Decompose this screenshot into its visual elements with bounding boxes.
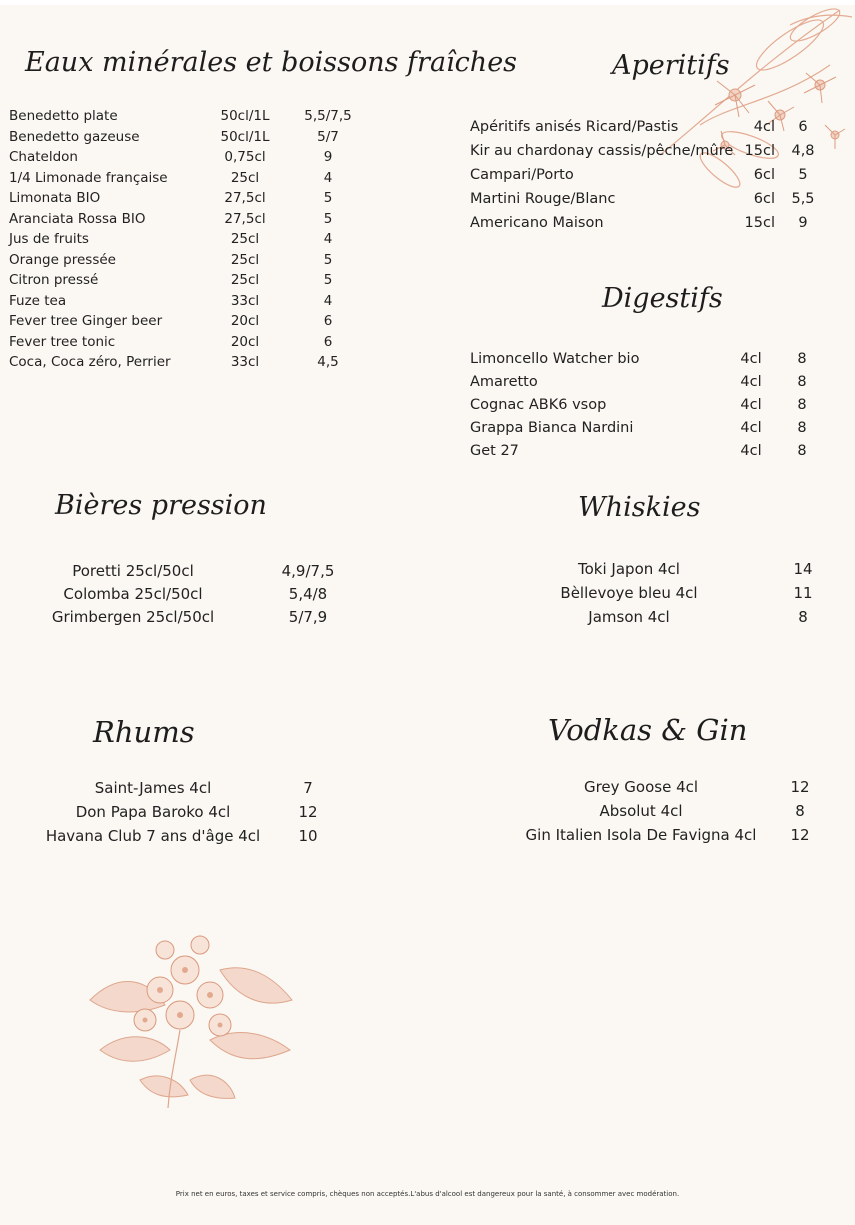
item-size: 25cl: [230, 231, 260, 247]
item-price: 8: [798, 608, 808, 626]
item-size: 25cl: [230, 272, 260, 288]
item-name: Grey Goose 4cl: [583, 778, 699, 796]
item-size: 33cl: [230, 292, 260, 309]
item-price: 8: [797, 443, 807, 459]
item-price: 12: [790, 826, 810, 844]
item-name: Kir au chardonay cassis/pêche/mûre: [470, 143, 734, 159]
item-price: 8: [797, 420, 807, 436]
item-name: Absolut 4cl: [599, 802, 683, 820]
item-size: 0,75cl: [224, 149, 266, 165]
item-name: Jus de fruits: [9, 231, 89, 247]
item-price: 14: [793, 560, 813, 578]
item-price: 5,5: [791, 191, 815, 207]
item-price: 4,8: [791, 143, 815, 159]
item-name: Benedetto plate: [9, 108, 118, 124]
section-title-aperitifs: Aperitifs: [612, 50, 730, 81]
item-name: Martini Rouge/Blanc: [470, 191, 616, 207]
item-size: 25cl: [230, 251, 260, 268]
item-price: 5: [323, 190, 333, 206]
item-name: Campari/Porto: [470, 167, 574, 183]
item-name: Colomba 25cl/50cl: [63, 585, 203, 603]
item-name: Jamson 4cl: [588, 608, 670, 626]
footer-note: Prix net en euros, taxes et service compris, chèques non acceptés.L'abus d'alcool est dangereux pour la santé, à consommer avec modération.: [175, 1190, 680, 1198]
item-name: Citron pressé: [9, 272, 99, 288]
item-name: Cognac ABK6 vsop: [470, 397, 607, 413]
item-name: Grimbergen 25cl/50cl: [51, 608, 215, 626]
menu-page: [0, 5, 855, 1225]
item-price: 5/7,9: [288, 608, 328, 626]
item-name: Havana Club 7 ans d'âge 4cl: [45, 827, 261, 845]
item-price: 4,5: [317, 354, 339, 370]
item-size: 4cl: [740, 397, 762, 413]
item-size: 20cl: [230, 313, 260, 329]
item-price: 5: [323, 251, 333, 268]
item-size: 4cl: [740, 351, 762, 367]
item-name: Coca, Coca zéro, Perrier: [9, 354, 171, 370]
item-price: 5: [323, 210, 333, 227]
item-name: Limoncello Watcher bio: [470, 351, 640, 367]
item-price: 9: [323, 149, 333, 165]
item-name: Bèllevoye bleu 4cl: [560, 584, 698, 602]
section-title-eaux: Eaux minérales et boissons fraîches: [25, 47, 518, 78]
section-title-bieres: Bières pression: [55, 490, 267, 521]
item-price: 8: [797, 397, 807, 413]
item-price: 8: [797, 351, 807, 367]
item-size: 6cl: [753, 167, 775, 183]
item-price: 6: [323, 333, 333, 350]
item-price: 5,4/8: [288, 585, 328, 603]
item-name: Fever tree tonic: [9, 333, 116, 350]
item-price: 4: [323, 231, 333, 247]
item-price: 11: [793, 584, 813, 602]
flower-illustration-bottom-left-icon: [70, 930, 300, 1110]
item-name: Get 27: [470, 443, 519, 459]
item-size: 4cl: [740, 443, 762, 459]
item-name: Toki Japon 4cl: [578, 560, 680, 578]
item-name: Aranciata Rossa BIO: [9, 210, 146, 227]
item-size: 4cl: [740, 374, 762, 390]
item-size: 4cl: [740, 420, 762, 436]
item-name: Chateldon: [9, 149, 78, 165]
item-price: 8: [795, 802, 805, 820]
item-name: Grappa Bianca Nardini: [470, 420, 634, 436]
item-name: Americano Maison: [470, 215, 604, 231]
item-price: 4: [323, 169, 333, 186]
item-name: Fuze tea: [9, 292, 67, 309]
section-title-whiskies: Whiskies: [578, 492, 701, 523]
item-price: 4,9/7,5: [281, 562, 335, 580]
item-price: 12: [298, 803, 318, 821]
item-name: Saint-James 4cl: [94, 779, 212, 797]
item-size: 15cl: [744, 215, 775, 231]
item-size: 6cl: [753, 191, 775, 207]
item-name: Amaretto: [470, 374, 538, 390]
item-price: 5: [323, 272, 333, 288]
item-price: 4: [323, 292, 333, 309]
item-price: 5/7: [317, 128, 339, 145]
item-price: 10: [298, 827, 318, 845]
item-name: Don Papa Baroko 4cl: [75, 803, 231, 821]
item-name: Fever tree Ginger beer: [9, 313, 163, 329]
item-size: 15cl: [744, 143, 775, 159]
item-size: 20cl: [230, 333, 260, 350]
item-price: 7: [303, 779, 313, 797]
item-price: 8: [797, 374, 807, 390]
item-price: 6: [323, 313, 333, 329]
section-title-digestifs: Digestifs: [602, 283, 723, 314]
item-name: Apéritifs anisés Ricard/Pastis: [470, 119, 679, 135]
item-size: 50cl/1L: [220, 108, 270, 124]
item-price: 5: [798, 167, 808, 183]
item-name: Gin Italien Isola De Favigna 4cl: [525, 826, 757, 844]
item-name: Limonata BIO: [9, 190, 101, 206]
item-size: 27,5cl: [224, 210, 266, 227]
item-price: 12: [790, 778, 810, 796]
item-name: Benedetto gazeuse: [9, 128, 140, 145]
item-name: 1/4 Limonade française: [9, 169, 168, 186]
item-size: 27,5cl: [224, 190, 266, 206]
item-price: 6: [798, 119, 808, 135]
item-price: 9: [798, 215, 808, 231]
section-title-rhums: Rhums: [93, 715, 195, 749]
item-size: 50cl/1L: [220, 128, 270, 145]
item-size: 25cl: [230, 169, 260, 186]
flower-illustration-top-right-icon: [640, 5, 855, 195]
item-name: Orange pressée: [9, 251, 116, 268]
item-price: 5,5/7,5: [304, 108, 352, 124]
item-name: Poretti 25cl/50cl: [72, 562, 194, 580]
item-size: 33cl: [230, 354, 260, 370]
item-size: 4cl: [753, 119, 775, 135]
section-title-vodkas: Vodkas & Gin: [548, 713, 748, 747]
